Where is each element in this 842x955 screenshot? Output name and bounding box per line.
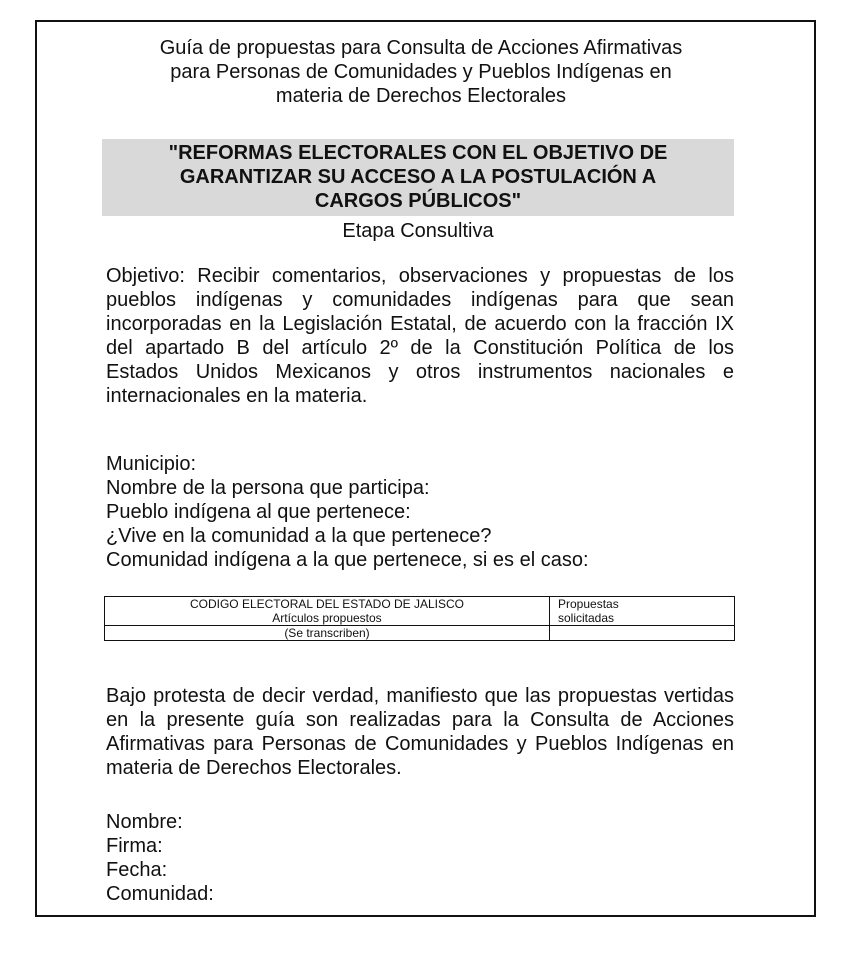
intro-title [70,36,772,108]
table-header-proposals-line1: Propuestas [558,597,619,611]
table-header-code: CODIGO ELECTORAL DEL ESTADO DE JALISCO [189,597,465,611]
table-row [105,626,735,641]
table-header-proposed-articles: Artículos propuestos [272,611,382,625]
table-cell-transcribed: (Se transcriben) [105,626,550,641]
field-municipality: Municipio: [106,453,197,475]
headline-line: GARANTIZAR SU ACCESO A LA POSTULACIÓN A [179,166,657,188]
objective-paragraph: Objetivo: Recibir comentarios, observaciones y propuestas de los pueblos indígenas y comunidades indígenas para que sean incorporadas en la Legislación Estatal, de acuerdo con la fracción IX del apartado B del artículo 2º de la Constitución Política de los Estados Unidos Mexicanos y otros instrumentos nacionales e internacionales en la materia. [106,265,734,407]
headline-line: "REFORMAS ELECTORALES CON EL OBJETIVO DE [168,142,668,164]
stage-label: Etapa Consultiva [342,220,494,242]
field-signature: Firma: [106,835,163,857]
field-participant-name: Nombre de la persona que participa: [106,477,430,499]
field-indigenous-people: Pueblo indígena al que pertenece: [106,501,411,523]
intro-line: Guía de propuestas para Consulta de Acciones Afirmativas [159,37,683,59]
field-lives-in-community: ¿Vive en la comunidad a la que pertenece? [106,525,492,547]
headline-line: CARGOS PÚBLICOS" [314,190,522,212]
intro-line: para Personas de Comunidades y Pueblos Indígenas en [170,61,672,83]
table-header-articles [105,597,550,626]
field-date: Fecha: [106,859,168,881]
field-indigenous-community: Comunidad indígena a la que pertenece, si es el caso: [106,549,589,571]
proposals-table [104,596,735,641]
signature-fields [106,810,734,906]
field-community: Comunidad: [106,883,214,905]
participant-fields [106,452,734,572]
headline [102,141,734,213]
table-header-proposals-line2: solicitadas [558,611,615,625]
table-cell-proposals [550,626,735,641]
table-header-proposals [550,597,735,626]
intro-line: materia de Derechos Electorales [275,85,567,107]
field-name: Nombre: [106,811,183,833]
declaration-paragraph: Bajo protesta de decir verdad, manifiesto que las propuestas vertidas en la presente guía son realizadas para la Consulta de Acciones Afirmativas para Personas de Comunidades y Pueblos Indígenas en materia de Derechos Electorales. [106,685,734,779]
table-header-row [105,597,735,626]
